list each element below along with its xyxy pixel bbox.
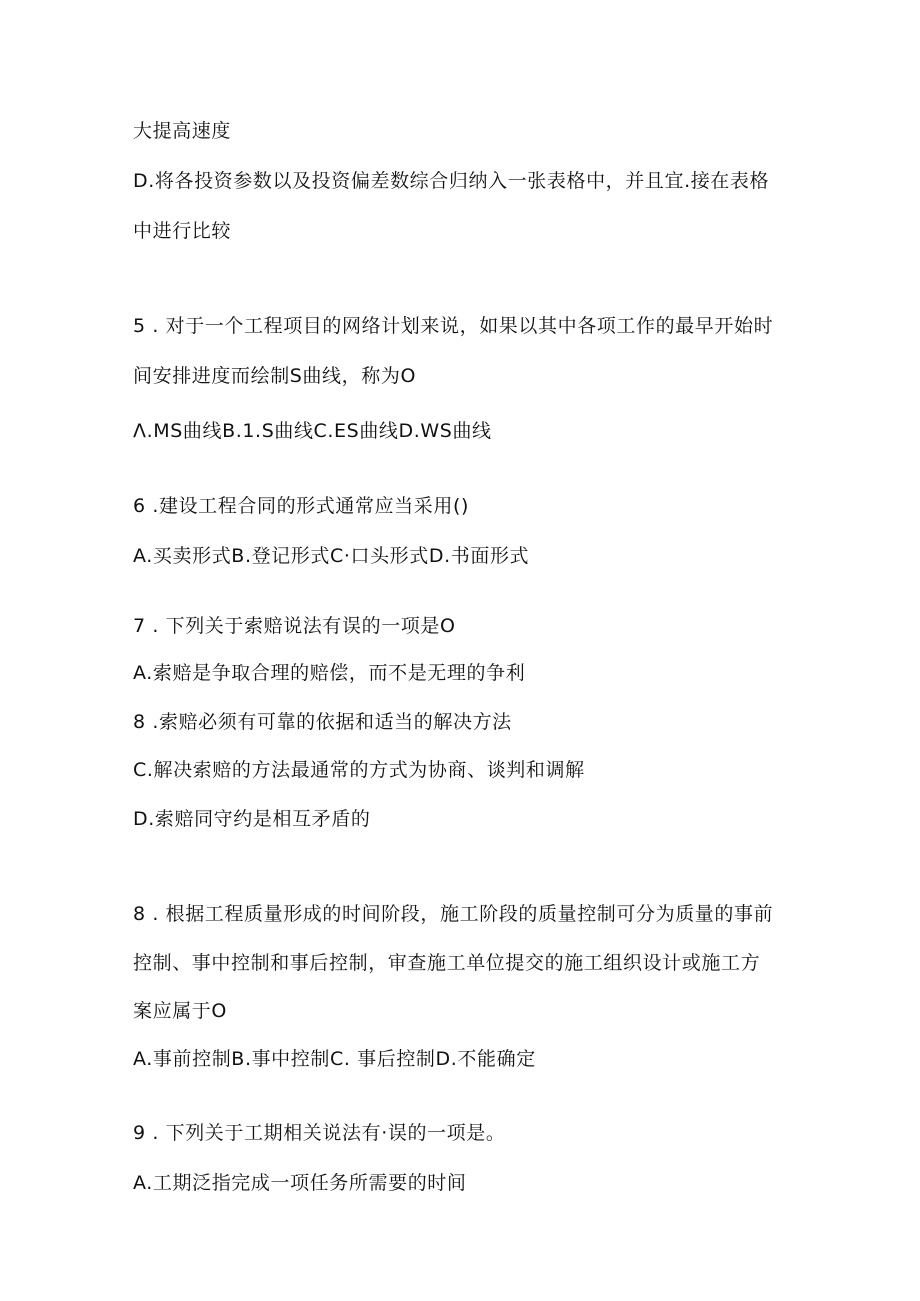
text-line: C.解决索赔的方法最通常的方式为协商、谈判和调解 xyxy=(133,759,585,781)
text-line: 控制、事中控制和事后控制，审查施工单位提交的施工组织设计或施工方 xyxy=(133,952,761,974)
text-line: A.索赔是争取合理的赔偿，而不是无理的争利 xyxy=(133,662,526,684)
text-line: 间安排进度而绘制S曲线，称为O xyxy=(133,365,417,387)
text-line: 案应属于O xyxy=(133,1000,227,1022)
text-line: 大提高速度 xyxy=(133,120,232,142)
text-line: 9 . 下列关于工期相关说法有·误的一项是。 xyxy=(133,1122,506,1144)
text-line: 8 . 根据工程质量形成的时间阶段，施工阶段的质量控制可分为质量的事前 xyxy=(133,903,774,925)
text-line: 6 .建设工程合同的形式通常应当采用() xyxy=(133,495,469,517)
text-line: 5 . 对于一个工程项目的网络计划来说，如果以其中各项工作的最早开始时 xyxy=(133,315,774,337)
text-line: A.事前控制B.事中控制C. 事后控制D.不能确定 xyxy=(133,1048,536,1070)
text-line: Λ.MS曲线B.1.S曲线C.ES曲线D.WS曲线 xyxy=(133,420,492,442)
text-line: A.工期泛指完成一项任务所需要的时间 xyxy=(133,1172,467,1194)
text-line: D.索赔同守约是相互矛盾的 xyxy=(133,808,371,830)
text-line: A.买卖形式B.登记形式C·口头形式D.书面形式 xyxy=(133,545,530,567)
text-line: 7 . 下列关于索赔说法有误的一项是O xyxy=(133,615,456,637)
text-line: D.将各投资参数以及投资偏差数综合归纳入一张表格中，并且宜.接在表格 xyxy=(133,170,770,192)
text-line: 中进行比较 xyxy=(133,220,232,242)
text-line: 8 .索赔必须有可靠的依据和适当的解决方法 xyxy=(133,711,512,733)
